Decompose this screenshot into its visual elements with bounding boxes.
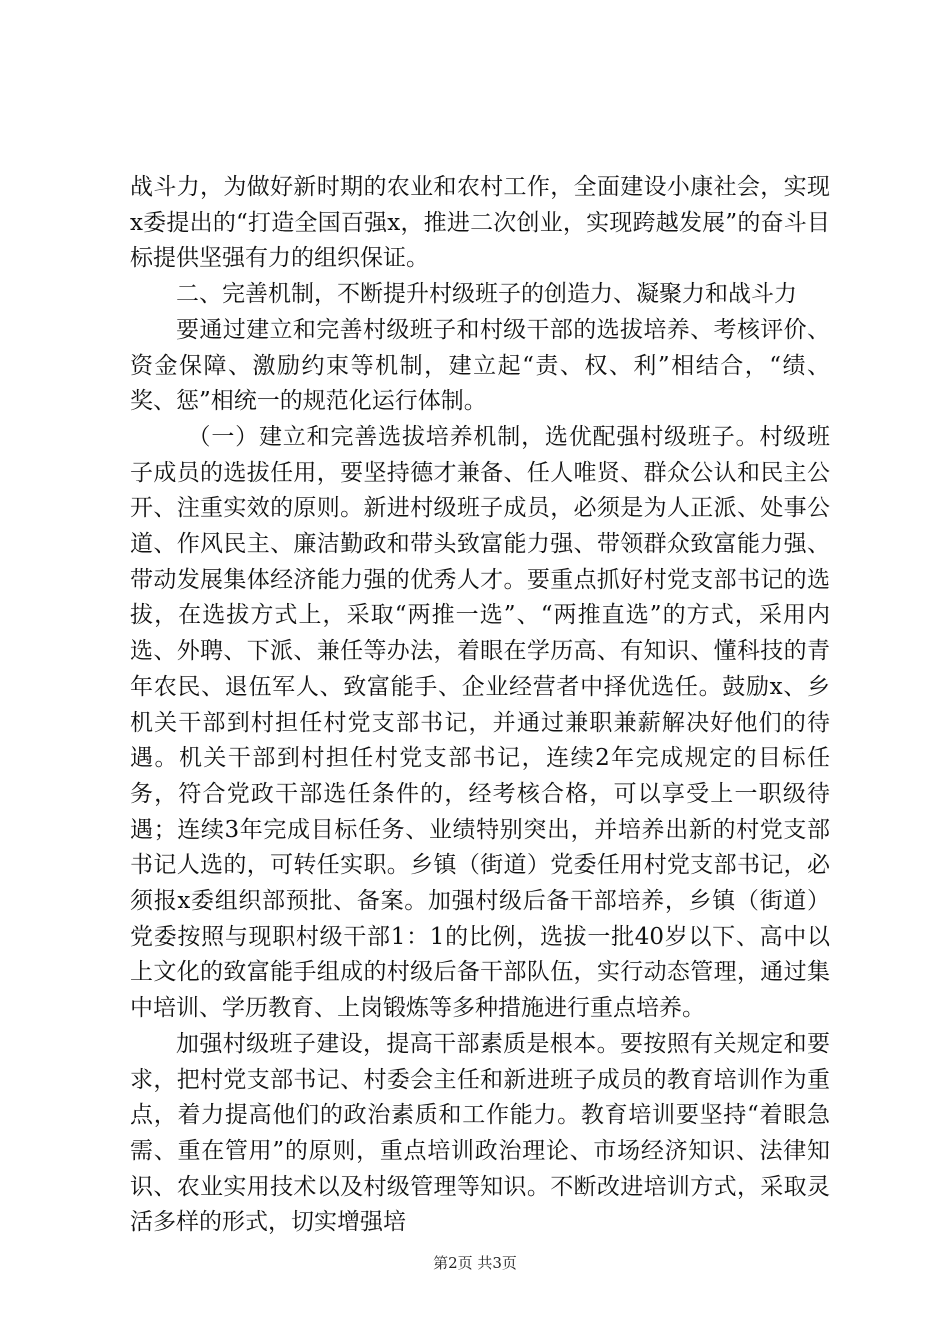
page-footer: 第2页 共3页 [433,1254,517,1272]
paragraph-training: 加强村级班子建设，提高干部素质是根本。要按照有关规定和要求，把村党支部书记、村委会主任和新进班子成员的教育培训作为重点，着力提高他们的政治素质和工作能力。教育培训要坚持“着眼急需、重在管用”的原则，重点培训政治理论、市场经济知识、法律知识、农业实用技术以及村级管理等知识。不断改进培训方式，采取灵活多样的形式，切实增强培 [130,1030,830,1236]
section-heading: 二、完善机制，不断提升村级班子的创造力、凝聚力和战斗力 [176,281,797,308]
document-body [130,170,830,1241]
paragraph-intro: 要通过建立和完善村级班子和村级干部的选拔培养、考核评价、资金保障、激励约束等机制，建立起“责、权、利”相结合，“绩、奖、惩”相统一的规范化运行体制。 [130,316,830,415]
paragraph-selection-mechanism: （一）建立和完善选拔培养机制，选优配强村级班子。村级班子成员的选拔任用，要坚持德才兼备、任人唯贤、群众公认和民主公开、注重实效的原则。新进村级班子成员，必须是为人正派、处事公道、作风民主、廉洁勤政和带头致富能力强、带领群众致富能力强、带动发展集体经济能力强的优秀人才。要重点抓好村党支部书记的选拔，在选拔方式上，采取“两推一选”、“两推直选”的方式，采用内选、外聘、下派、兼任等办法，着眼在学历高、有知识、懂科技的青年农民、退伍军人、致富能手、企业经营者中择优选任。鼓励x、乡机关干部到村担任村党支部书记，并通过兼职兼薪解决好他们的待遇。机关干部到村担任村党支部书记，连续2年完成规定的目标任务，符合党政干部选任条件的，经考核合格，可以享受上一职级待遇；连续3年完成目标任务、业绩特别突出，并培养出新的村党支部书记人选的，可转任实职。乡镇（街道）党委任用村党支部书记，必须报x委组织部预批、备案。加强村级后备干部培养，乡镇（街道）党委按照与现职村级干部1：1的比例，选拔一批40岁以下、高中以上文化的致富能手组成的村级后备干部队伍，实行动态管理，通过集中培训、学历教育、上岗锻炼等多种措施进行重点培养。 [130,423,830,1022]
paragraph-continuation: 战斗力，为做好新时期的农业和农村工作，全面建设小康社会，实现x委提出的“打造全国百强x，推进二次创业，实现跨越发展”的奋斗目标提供坚强有力的组织保证。 [130,174,830,272]
